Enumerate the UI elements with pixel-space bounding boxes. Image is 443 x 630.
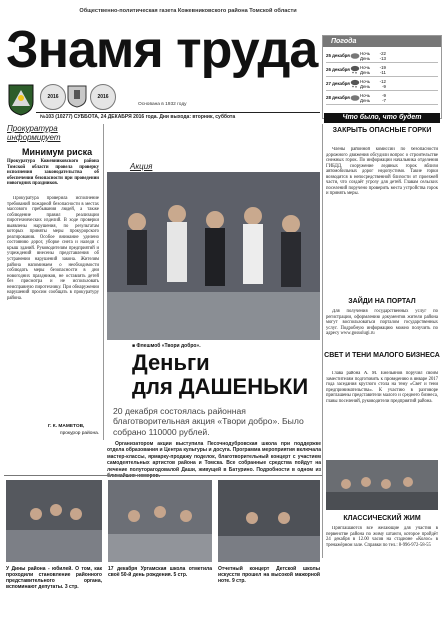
- right-text-4: Приглашаются все желающие для участия в первенстве района по жиму штанги, которое пройдёт 24 декабря в 12.00 часов на стадионе «Колос» в тренажёрном зале. Справки по тел.: 8-996-972-58-55: [326, 526, 438, 548]
- weather-date: 25 декабря: [326, 53, 350, 58]
- right-heading-4: КЛАССИЧЕСКИЙ ЖИМ: [343, 515, 421, 522]
- weather-night-temp: -22: [379, 50, 386, 56]
- weather-night-label: Ночь: [360, 64, 371, 70]
- snow-icon: [350, 65, 360, 74]
- weather-day-label: День: [360, 83, 371, 89]
- weather-day-temp: -11: [379, 69, 386, 75]
- flashmob-photo: [107, 172, 320, 340]
- award-badge-1-year: 2016: [47, 94, 59, 100]
- award-badge-2: [90, 84, 116, 110]
- weather-day-temp: -7: [382, 97, 386, 103]
- center-subhead: 20 декабря состоялась районная благотворительная акция «Твори добро». Было собрано 110000 рублей.: [113, 406, 304, 437]
- weather-night-temp: -19: [379, 64, 386, 70]
- weather-day-label: День: [360, 97, 371, 103]
- right-heading-3: СВЕТ И ТЕНИ МАЛОГО БИЗНЕСА: [324, 352, 440, 359]
- left-lead: Прокуратура Кожевниковского района Томской области провела проверку исполнения законодательства об обеспечении безопасности при проведении новогодних праздников.: [7, 159, 99, 187]
- right-text-2: Для получения государственных услуг по регистрации, оформлению документов жители района могут воспользоваться порталом государственных услуг. Подробную информацию можно получить по адресу www.gosuslugi.ru: [326, 309, 438, 337]
- crest-icon: [66, 84, 88, 108]
- bottom-photo-1: [6, 480, 102, 562]
- weather-night-label: Ночь: [360, 50, 371, 56]
- weather-slogan: Что было, что будет: [324, 113, 440, 123]
- left-signature-role: прокурор района.: [60, 431, 100, 436]
- weather-day-temp: -9: [382, 83, 386, 89]
- weather-day-label: День: [360, 69, 371, 75]
- photo-caption: ■ Флешмоб «Твори добро».: [132, 343, 201, 349]
- center-headline-line1: Деньги: [132, 350, 210, 375]
- award-badge-1: [40, 84, 66, 110]
- weather-row: [326, 63, 438, 77]
- bottom-caption-3: Отчетный концерт Детской школы искусств прошел на высокой мажорной ноте. 9 стр.: [218, 566, 320, 585]
- center-body: Организатором акции выступила Песочнодубровская школа при поддержке отдела образования и Центра культуры и досуга. Программа мероприятия включала мастер-классы, ярмарку-продажу поделок, благотворительный концерт с участием самодеятельных артистов района и Томска. Все собранные средства пойдут на лечение полуторагодовалой Даши, живущей в Батурино. Подробности в одном из ближайших номеров.: [107, 441, 321, 480]
- masthead-title: Знамя труда: [6, 21, 318, 79]
- masthead-subtitle: Общественно-политическая газета Кожевниковского района Томской области: [79, 8, 297, 14]
- weather-night-label: Ночь: [360, 78, 371, 84]
- weather-title: Погода: [323, 36, 441, 47]
- weather-night-temp: -12: [379, 78, 386, 84]
- right-heading-1: ЗАКРЫТЬ ОПАСНЫЕ ГОРКИ: [332, 127, 432, 134]
- cloud-icon: [350, 93, 360, 102]
- weather-night-label: Ночь: [360, 92, 371, 98]
- bottom-photo-2: [108, 480, 212, 562]
- weather-row: [326, 49, 438, 63]
- right-heading-2: ЗАЙДИ НА ПОРТАЛ: [348, 298, 416, 305]
- weather-table: [323, 47, 441, 105]
- cloud-icon: [350, 51, 360, 60]
- weather-box: [322, 35, 442, 119]
- bottom-photo-3: [218, 480, 320, 562]
- issue-line: №103 (10277) СУББОТА, 24 ДЕКАБРЯ 2016 года. Дни выхода: вторник, суббота: [40, 114, 236, 120]
- award-badge-2-year: 2016: [97, 94, 109, 100]
- weather-date: 27 декабря: [326, 81, 350, 86]
- weather-date: 28 декабря: [326, 95, 350, 100]
- weather-row: [326, 77, 438, 91]
- bottom-caption-1: У Дины района - юбилей. О том, как проходили становление районного представительного органа, вспоминают депутаты. 3 стр.: [6, 566, 102, 591]
- snow-icon: [350, 79, 360, 88]
- left-body: Прокуратура проверила исполнение требований пожарной безопасности в местах массового пребывания людей, а также соблюдение правил реализации пиротехнических изделий. В ходе проверки выявлены нарушения, по результатам которых приняты меры прокурорского реагирования. Особое внимание уделено состоянию дорог, уборке снега и наледи с крыш зданий. Руководителям предприятий и учреждений внесены представления об устранении нарушений закона. Жителям района напоминаем о необходимости соблюдать меры безопасности в дни новогодних праздников, не оставлять детей без присмотра и не использовать неисправную пиротехнику. При обнаружении нарушений просим сообщать в прокуратуру района.: [7, 196, 99, 301]
- business-photo: [326, 460, 438, 510]
- weather-row: [326, 91, 438, 105]
- weather-day-label: День: [360, 55, 371, 61]
- left-signature: Г. К. МАМЕТОВ,: [48, 424, 85, 429]
- founded-note: Основана в 1932 году: [138, 102, 187, 107]
- bottom-caption-2: 17 декабря Уртамская школа отметила своё 50-й день рождения. 5 стр.: [108, 566, 212, 579]
- right-text-3: Глава района А. М. Емельянов поручил своим заместителям подготовить к проведению в январе 2017 года заседания круглого стола на тему «Свет и тени предпринимательства». К участию в разговоре приглашены представители малого и среднего бизнеса, главы поселений, руководители предприятий района.: [326, 371, 438, 404]
- center-rubric: Акция: [130, 162, 153, 171]
- weather-day-temp: -13: [379, 55, 386, 61]
- left-headline: Минимум риска: [22, 147, 93, 157]
- right-text-1: Члены районной комиссии по безопасности дорожного движения обсудили вопрос о строительстве снежных горок. По информации начальника отделения ГИБДД, сооружение ледяных горок вблизи автомобильных дорог недопустимо. Такие горки возводятся в непосредственной близости от проезжей части, что создаёт угрозу для детей. Главам сельских поселений поручено проверить места устройства горок и принять меры.: [326, 147, 438, 197]
- coat-of-arms-icon: [8, 84, 34, 116]
- center-headline-line2: для ДАШЕНЬКИ: [132, 374, 309, 399]
- weather-night-temp: -9: [382, 92, 386, 98]
- weather-date: 26 декабря: [326, 67, 350, 72]
- left-rubric: Прокуратура информирует: [7, 124, 61, 142]
